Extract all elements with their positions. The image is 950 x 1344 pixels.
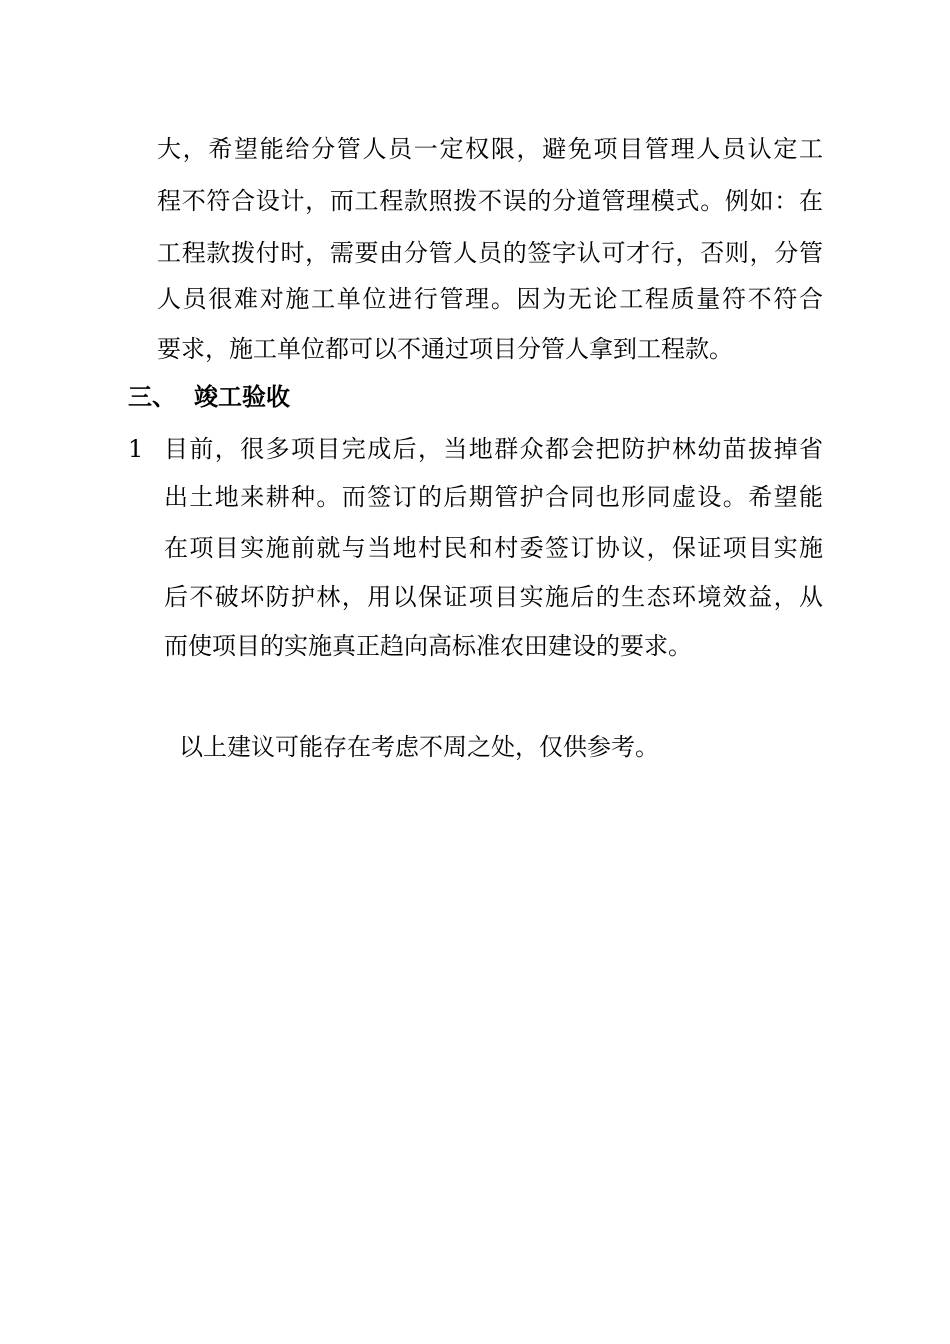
paragraph-line: 大，希望能给分管人员一定权限，避免项目管理人员认定工 (157, 135, 823, 163)
paragraph-line: 目前，很多项目完成后，当地群众都会把防护林幼苗拔掉省 (164, 435, 823, 463)
section-number: 三、 (128, 382, 176, 411)
paragraph-line: 人员很难对施工单位进行管理。因为无论工程质量符不符合 (157, 285, 823, 313)
closing-remark: 以上建议可能存在考虑不周之处，仅供参考。 (179, 733, 659, 761)
paragraph-line: 后不破坏防护林，用以保证项目实施后的生态环境效益，从 (164, 583, 823, 611)
paragraph-line: 工程款拨付时，需要由分管人员的签字认可才行，否则，分管 (157, 239, 823, 267)
section-title: 竣工验收 (194, 382, 290, 411)
paragraph-line: 要求，施工单位都可以不通过项目分管人拿到工程款。 (157, 335, 733, 363)
paragraph-line: 在项目实施前就与当地村民和村委签订协议，保证项目实施 (164, 534, 823, 562)
paragraph-line: 出土地来耕种。而签订的后期管护合同也形同虚设。希望能 (164, 483, 823, 511)
item-number: 1 (128, 435, 144, 463)
paragraph-line: 而使项目的实施真正趋向高标准农田建设的要求。 (164, 632, 692, 660)
section-heading (128, 382, 290, 412)
paragraph-line: 程不符合设计，而工程款照拨不误的分道管理模式。例如：在 (157, 187, 823, 215)
